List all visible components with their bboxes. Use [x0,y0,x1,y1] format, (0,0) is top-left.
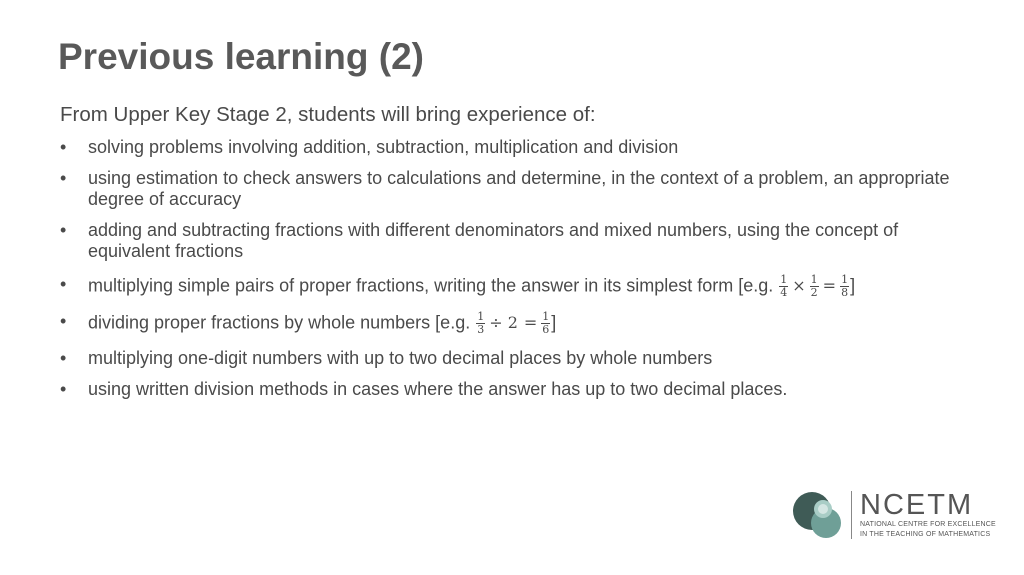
list-item [60,220,960,262]
list-item-text: multiplying simple pairs of proper fractions, writing the answer in its simplest form [e.g. [88,275,779,296]
bullet-dot: • [60,348,67,368]
slide-title: Previous learning (2) [58,36,424,77]
fraction: $\frac{1}{2}$ [810,273,818,299]
list-item [60,348,960,369]
list-item-text: using estimation to check answers to calculations and determine, in the context of a problem, an appropriate degree of accuracy [88,168,950,209]
fraction: $\frac{1}{8}$ [841,273,849,299]
list-item [60,168,960,210]
list-item: • dividing proper fractions by whole numbers [e.g. $\frac{1}{3}$ ÷ 2 = $\frac{1}{6}$ ] [60,310,557,336]
logo-subtitle-1: NATIONAL CENTRE FOR EXCELLENCE [860,521,996,528]
fraction: $\frac{1}{4}$ [780,273,788,299]
bullet-dot: • [60,274,67,294]
fraction: $\frac{1}{3}$ [477,310,485,336]
list-item-text: multiplying one-digit numbers with up to two decimal places by whole numbers [88,348,713,368]
list-item [60,137,960,158]
list-item [60,379,960,400]
bullet-dot: • [60,137,67,157]
intro-text: From Upper Key Stage 2, students will bring experience of: [60,103,596,126]
list-item-text: dividing proper fractions by whole numbers [e.g. [88,312,476,333]
list-item: • multiplying simple pairs of proper fractions, writing the answer in its simplest form [e.g. $\frac{1}{4}$ × $\frac{1}{2}$ = $\frac{1}{8}$ ] [60,273,856,299]
bullet-dot: • [60,311,67,331]
logo-text [860,490,996,540]
logo-subtitle-2: IN THE TEACHING OF MATHEMATICS [860,531,991,538]
logo-divider [851,491,852,539]
list-item-text: adding and subtracting fractions with different denominators and mixed numbers, using the concept of equivalent fractions [88,220,899,261]
list-item-text: using written division methods in cases where the answer has up to two decimal places. [88,379,788,399]
fraction: $\frac{1}{6}$ [542,310,550,336]
bullet-dot: • [60,168,67,188]
bullet-dot: • [60,220,67,240]
logo-name: NCETM [860,489,974,521]
bullet-dot: • [60,379,67,399]
logo-circle-highlight [818,504,828,514]
bullet-list [60,137,960,400]
list-item-text: solving problems involving addition, subtraction, multiplication and division [88,137,679,157]
